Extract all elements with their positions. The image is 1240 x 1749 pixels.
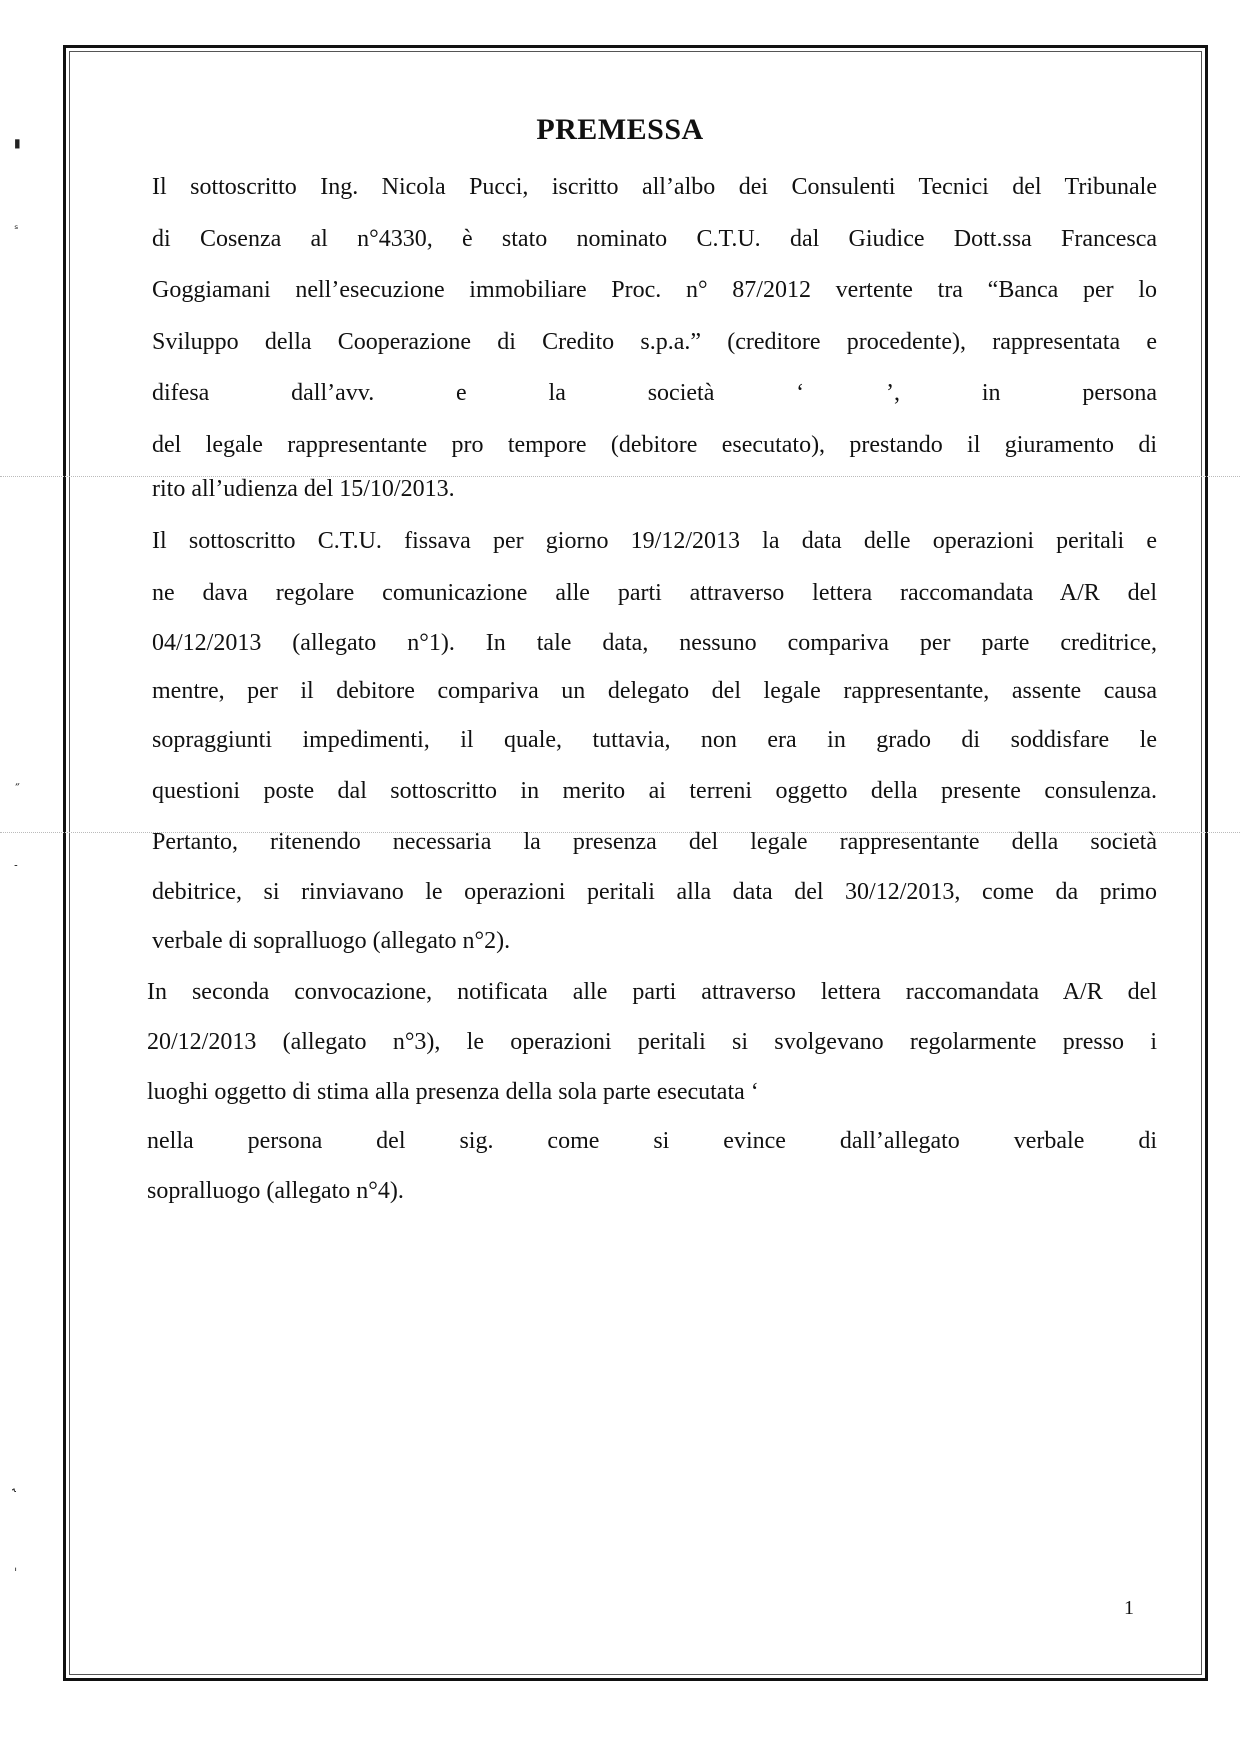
- paragraph-2-line-5: sopraggiunti impedimenti, il quale, tuttavia, non era in grado di soddisfare le: [152, 727, 1157, 753]
- page-number: 1: [1124, 1597, 1134, 1619]
- paragraph-2-line-2: ne dava regolare comunicazione alle parti attraverso lettera raccomandata A/R del: [152, 580, 1157, 606]
- paragraph-3-line-1: In seconda convocazione, notificata alle parti attraverso lettera raccomandata A/R del: [147, 979, 1157, 1005]
- paragraph-2-line-7: Pertanto, ritenendo necessaria la presenza del legale rappresentante della società: [152, 829, 1157, 855]
- paragraph-3-line-5: sopralluogo (allegato n°4).: [147, 1178, 404, 1204]
- scan-mark-4: ˗: [14, 858, 18, 872]
- paragraph-1-line-2: di Cosenza al n°4330, è stato nominato C.T.U. dal Giudice Dott.ssa Francesca: [152, 226, 1157, 252]
- paragraph-2-line-4: mentre, per il debitore compariva un delegato del legale rappresentante, assente causa: [152, 678, 1157, 704]
- paragraph-1-line-4: Sviluppo della Cooperazione di Credito s.p.a.” (creditore procedente), rappresentata e: [152, 329, 1157, 355]
- paragraph-1-line-1: Il sottoscritto Ing. Nicola Pucci, iscritto all’albo dei Consulenti Tecnici del Tribunale: [152, 174, 1157, 200]
- paragraph-1-line-6: del legale rappresentante pro tempore (debitore esecutato), prestando il giuramento di: [152, 432, 1157, 458]
- paragraph-2-line-3: 04/12/2013 (allegato n°1). In tale data, nessuno compariva per parte creditrice,: [152, 630, 1157, 656]
- paragraph-3-line-4: nella persona del sig. come si evince dall’allegato verbale di: [147, 1128, 1157, 1154]
- scan-mark-6: ˌ: [14, 1558, 18, 1572]
- paragraph-3-line-3: luoghi oggetto di stima alla presenza della sola parte esecutata ‘: [147, 1079, 759, 1105]
- scan-mark-2: ˢ: [14, 222, 19, 236]
- paragraph-2-line-6: questioni poste dal sottoscritto in merito ai terreni oggetto della presente consulenza.: [152, 778, 1157, 804]
- paragraph-2-line-9: verbale di sopralluogo (allegato n°2).: [152, 928, 511, 954]
- scan-mark-5: ˞: [12, 1484, 16, 1498]
- paragraph-1-line-3: Goggiamani nell’esecuzione immobiliare Proc. n° 87/2012 vertente tra “Banca per lo: [152, 277, 1157, 303]
- scan-mark-1: ▮: [14, 136, 21, 150]
- paragraph-1-line-7: rito all’udienza del 15/10/2013.: [152, 476, 455, 502]
- paragraph-3-line-2: 20/12/2013 (allegato n°3), le operazioni peritali si svolgevano regolarmente presso i: [147, 1029, 1157, 1055]
- paragraph-1-line-5: difesa dall’avv. e la società ‘ ’, in persona: [152, 380, 1157, 406]
- paragraph-2-line-8: debitrice, si rinviavano le operazioni peritali alla data del 30/12/2013, come da primo: [152, 879, 1157, 905]
- paragraph-2-line-1: Il sottoscritto C.T.U. fissava per giorno 19/12/2013 la data delle operazioni peritali e: [152, 528, 1157, 554]
- document-heading: PREMESSA: [536, 113, 704, 146]
- scan-mark-3: ˝: [14, 782, 20, 796]
